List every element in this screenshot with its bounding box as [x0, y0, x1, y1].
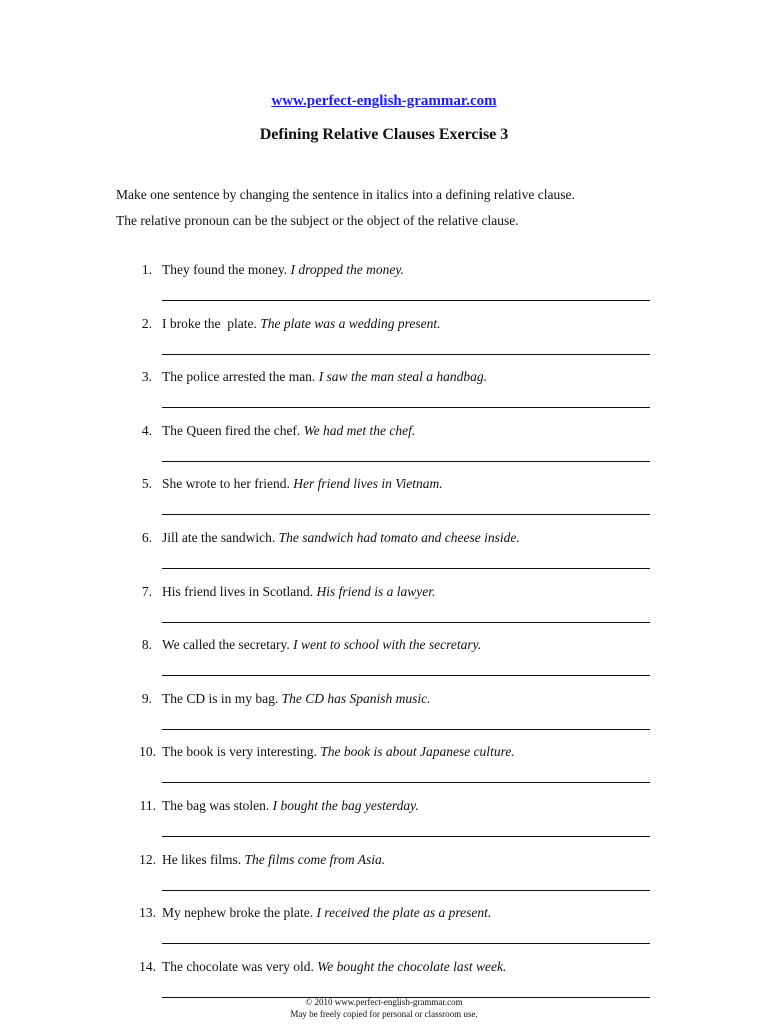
item-number: 7.: [141, 583, 152, 599]
main-sentence: We called the secretary.: [162, 637, 294, 653]
item-sentence: [162, 852, 385, 868]
exercise-list: [0, 262, 768, 1012]
italic-sentence: The films come from Asia.: [244, 851, 386, 867]
exercise-item: [0, 369, 768, 423]
answer-line[interactable]: [162, 354, 650, 355]
italic-sentence: I received the plate as a present.: [316, 905, 492, 921]
main-sentence: His friend lives in Scotland.: [162, 583, 317, 599]
italic-sentence: The sandwich had tomato and cheese inside.: [278, 529, 520, 545]
item-sentence: [162, 316, 440, 332]
item-number: 5.: [141, 476, 152, 492]
item-sentence: [162, 423, 415, 439]
answer-line[interactable]: [162, 729, 650, 730]
instructions-line-2: The relative pronoun can be the subject or the object of the relative clause.: [116, 213, 519, 228]
item-sentence: [162, 744, 515, 760]
item-number: 1.: [141, 262, 152, 277]
item-number: 13.: [139, 905, 156, 921]
italic-sentence: The plate was a wedding present.: [260, 315, 441, 331]
item-number: 3.: [141, 369, 152, 385]
italic-sentence: The book is about Japanese culture.: [320, 744, 515, 760]
answer-line[interactable]: [162, 675, 650, 676]
item-sentence: [162, 959, 506, 975]
exercise-item: [0, 852, 768, 906]
exercise-item: [0, 798, 768, 852]
item-number: 8.: [141, 637, 152, 653]
italic-sentence: The CD has Spanish music.: [281, 690, 431, 706]
exercise-item: [0, 530, 768, 584]
site-link[interactable]: www.perfect-english-grammar.com: [271, 93, 497, 109]
main-sentence: Jill ate the sandwich.: [162, 529, 279, 545]
italic-sentence: I saw the man steal a handbag.: [318, 369, 488, 385]
answer-line[interactable]: [162, 890, 650, 891]
main-sentence: He likes films.: [162, 851, 245, 867]
exercise-item: [0, 905, 768, 959]
italic-sentence: I dropped the money.: [290, 262, 404, 277]
main-sentence: I broke the plate.: [162, 315, 261, 331]
instructions-line-1: Make one sentence by changing the sentence in italics into a defining relative clause.: [116, 187, 575, 202]
answer-line[interactable]: [162, 461, 650, 462]
footer: [0, 996, 768, 1020]
item-number: 9.: [141, 690, 152, 706]
page-title: Defining Relative Clauses Exercise 3: [259, 126, 509, 143]
item-number: 12.: [139, 851, 156, 867]
main-sentence: They found the money.: [162, 262, 291, 277]
item-sentence: [162, 584, 435, 600]
instructions: [116, 182, 656, 234]
italic-sentence: I bought the bag yesterday.: [272, 797, 419, 813]
exercise-item: [0, 262, 768, 316]
item-number: 2.: [141, 315, 152, 331]
item-sentence: [162, 691, 431, 707]
item-sentence: [162, 637, 481, 653]
main-sentence: The police arrested the man.: [162, 369, 319, 385]
answer-line[interactable]: [162, 622, 650, 623]
exercise-item: [0, 476, 768, 530]
item-sentence: [162, 905, 491, 921]
item-number: 4.: [141, 422, 152, 438]
item-number: 6.: [141, 529, 152, 545]
exercise-item: [0, 691, 768, 745]
exercise-item: [0, 584, 768, 638]
answer-line[interactable]: [162, 514, 650, 515]
item-sentence: [162, 798, 419, 814]
answer-line[interactable]: [162, 568, 650, 569]
answer-line[interactable]: [162, 407, 650, 408]
item-number: 11.: [139, 797, 156, 813]
main-sentence: The CD is in my bag.: [162, 690, 282, 706]
main-sentence: The book is very interesting.: [162, 744, 321, 760]
italic-sentence: We had met the chef.: [303, 422, 416, 438]
item-number: 14.: [139, 958, 156, 974]
item-sentence: [162, 262, 404, 278]
exercise-item: [0, 744, 768, 798]
main-sentence: She wrote to her friend.: [162, 476, 294, 492]
item-sentence: [162, 369, 487, 385]
answer-line[interactable]: [162, 782, 650, 783]
italic-sentence: Her friend lives in Vietnam.: [293, 476, 443, 492]
main-sentence: The Queen fired the chef.: [162, 422, 304, 438]
item-sentence: [162, 530, 520, 546]
footer-copyright: © 2010 www.perfect-english-grammar.com: [305, 997, 463, 1007]
italic-sentence: His friend is a lawyer.: [316, 583, 436, 599]
item-sentence: [162, 476, 443, 492]
main-sentence: My nephew broke the plate.: [162, 905, 317, 921]
main-sentence: The bag was stolen.: [162, 797, 273, 813]
main-sentence: The chocolate was very old.: [162, 958, 318, 974]
italic-sentence: I went to school with the secretary.: [293, 637, 482, 653]
answer-line[interactable]: [162, 943, 650, 944]
italic-sentence: We bought the chocolate last week.: [317, 958, 507, 974]
footer-notice: May be freely copied for personal or classroom use.: [290, 1009, 478, 1019]
exercise-item: [0, 316, 768, 370]
item-number: 10.: [139, 744, 156, 760]
exercise-item: [0, 423, 768, 477]
exercise-item: [0, 637, 768, 691]
answer-line[interactable]: [162, 836, 650, 837]
answer-line[interactable]: [162, 300, 650, 301]
